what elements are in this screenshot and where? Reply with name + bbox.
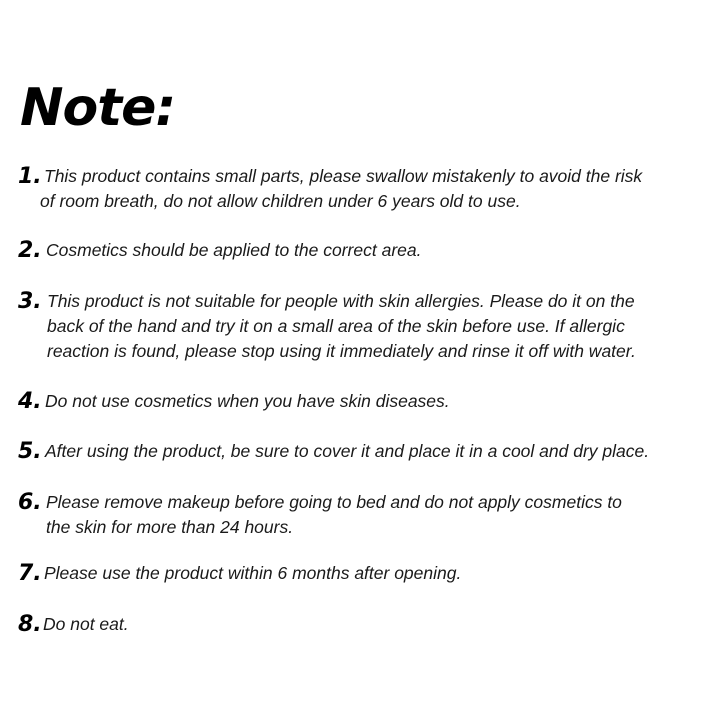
note-line: back of the hand and try it on a small area of the skin before use. If allergic <box>47 316 625 336</box>
note-item-6 <box>18 490 708 540</box>
note-line: This product is not suitable for people with skin allergies. Please do it on the <box>47 291 635 311</box>
note-text <box>18 389 708 414</box>
note-line: Please use the product within 6 months after opening. <box>44 563 462 583</box>
note-number: 3. <box>18 289 42 314</box>
note-item-5 <box>18 439 708 464</box>
note-item-4 <box>18 389 708 414</box>
note-text <box>18 238 708 263</box>
note-line: Cosmetics should be applied to the correct area. <box>46 240 422 260</box>
note-text <box>18 164 708 214</box>
note-text <box>18 561 708 586</box>
note-text <box>18 490 708 540</box>
note-item-1 <box>18 164 708 214</box>
note-number: 5. <box>18 439 42 464</box>
note-number: 4. <box>18 389 42 414</box>
note-line: Please remove makeup before going to bed and do not apply cosmetics to <box>46 492 622 512</box>
note-line: Do not use cosmetics when you have skin diseases. <box>45 391 450 411</box>
note-line: After using the product, be sure to cover it and place it in a cool and dry place. <box>45 441 650 461</box>
note-item-8 <box>18 612 708 637</box>
note-line: This product contains small parts, please swallow mistakenly to avoid the risk <box>44 166 643 186</box>
note-text <box>18 289 708 364</box>
note-number: 8. <box>18 612 42 637</box>
note-item-7 <box>18 561 708 586</box>
note-number: 7. <box>18 561 42 586</box>
page-title: Note: <box>20 78 176 138</box>
note-line: reaction is found, please stop using it immediately and rinse it off with water. <box>47 341 636 361</box>
note-line: Do not eat. <box>43 614 129 634</box>
note-line: the skin for more than 24 hours. <box>46 517 294 537</box>
note-text <box>18 612 708 637</box>
note-number: 6. <box>18 490 42 515</box>
note-number: 1. <box>18 164 42 189</box>
note-item-2 <box>18 238 708 263</box>
note-item-3 <box>18 289 708 364</box>
note-number: 2. <box>18 238 42 263</box>
note-text <box>18 439 708 464</box>
note-line: of room breath, do not allow children under 6 years old to use. <box>40 191 521 211</box>
